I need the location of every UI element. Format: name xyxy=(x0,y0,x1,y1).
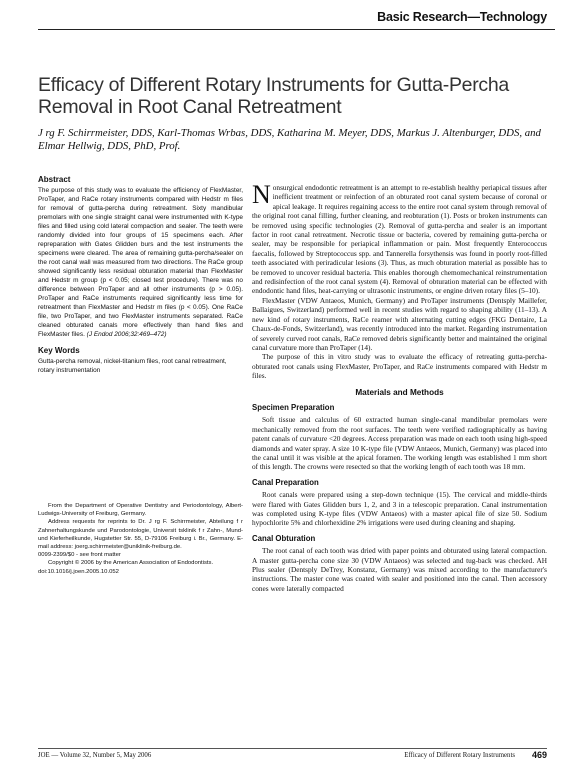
abstract-body xyxy=(38,186,243,339)
article-title: Efficacy of Different Rotary Instruments for Gutta-Percha Removal in Root Canal Retreatment xyxy=(38,74,509,118)
drop-cap: N xyxy=(252,180,271,209)
keywords-text: Gutta-percha removal, nickel-titanium files, root canal retreatment, rotary instrumentation xyxy=(38,358,227,374)
abstract-column xyxy=(38,175,243,375)
author-footnote xyxy=(38,502,243,576)
intro-paragraph-2: FlexMaster (VDW Antaeos, Munich, Germany) and ProTaper instruments (Dentsply Maillefer, Ballaigues, Switzerland) performed well in recent studies with regard to shaping ability (11–13). A new kind of rotary instruments, RaCe reamer with alternating cutting edges (FKG Dentaire, La Chaux-de-Fonds, Switzerland), was recently introduced into the market. Regarding instrumentation of severely curved root canals, RaCe removed debris significantly better and maintained the original canal curvature more than ProTaper (14). xyxy=(252,295,547,352)
affiliation-note: From the Department of Operative Dentistry and Periodontology, Albert-Ludwigs-University of Freiburg, Germany. xyxy=(38,503,243,518)
header-rule xyxy=(38,29,555,30)
footer-rule xyxy=(38,748,547,749)
specimen-prep-paragraph: Soft tissue and calculus of 60 extracted human single-canal mandibular premolars were mechanically removed from the root surfaces. The teeth were verified radiographically as having patent canals of curvature <20 degrees. Access preparation was made on each tooth using high-speed diamonds and water spray. A size 10 K-type file (VDW Antaeos, Munich, Germany) was placed into the canal until it was visible at the apical foramen. The working length was established 1 mm short of this length. The crowns were resected so that the working length of each tooth was 18 mm. xyxy=(252,415,547,472)
abstract-text: The purpose of this study was to evaluate the efficiency of FlexMaster, ProTaper, and RaCe rotary instruments compared with Hedstr m files for removal of gutta-percha during retreatment. Sixty mandibular premolars with one single straight canal were instrumented with K-type files and filled using cold lateral compaction and sealer. The teeth were randomly divided into four groups of 15 specimens each. After repreparation with Gates Glidden burs and the test instruments the specimens were cleared. The area of remaining gutta-percha/sealer on the root canal wall was measured from two directions. The RaCe group showed significantly less residual obturation material than FlexMaster and Hedstr m group (p < 0.05; closed test procedure). There was no difference between ProTaper and all other instruments (p > 0.05). ProTaper and RaCe instruments required significantly less time for retreatment than FlexMaster and Hedstr m files (p < 0.05). One RaCe file, two ProTaper, and two FlexMaster instruments separated. RaCe cleaned obturated canals more effectively than hand files and FlexMaster files. xyxy=(38,187,243,338)
body-column xyxy=(252,180,547,593)
journal-info: JOE — Volume 32, Number 5, May 2006 xyxy=(38,752,152,759)
copyright-line: Copyright © 2006 by the American Association of Endodontists. xyxy=(48,560,214,567)
keywords-heading: Key Words xyxy=(38,346,80,355)
canal-prep-paragraph: Root canals were prepared using a step-down technique (15). The cervical and middle-thirds were flared with Gates Glidden burs 1, 2, and 3 in a telescopic preparation. Canal instrumentation was completed using K-type files (VDW Antaeos) with a master apical file of size 50. Sodium hypochlorite 5% and chlorhexidine 2% irrigations were used during cleaning and shaping. xyxy=(252,490,547,528)
front-matter-id: 0099-2399/$0 - see front matter xyxy=(38,552,121,559)
section-label: Basic Research—Technology xyxy=(377,10,547,24)
reprint-address: Address requests for reprints to Dr. J rg F. Schirrmeister, Abteilung f r Zahnerhaltungskunde und Parodontologie, Universit tsklinik f r Zahn-, Mund- und Kieferheilkunde, Hugstetter Str. 55, D-79106 Freiburg i. Br., Germany. E-mail address: joerg.schirrmeister@uniklinik-freiburg.de. xyxy=(38,519,243,551)
canal-prep-heading: Canal Preparation xyxy=(252,477,319,487)
doi-line: doi:10.1016/j.joen.2005.10.052 xyxy=(38,568,119,575)
author-list: J rg F. Schirrmeister, DDS, Karl-Thomas Wrbas, DDS, Katharina M. Meyer, DDS, Markus J. Altenburger, DDS, and Elmar Hellwig, DDS, PhD, Prof. xyxy=(38,127,541,153)
abstract-citation: (J Endod 2006;32:469–472) xyxy=(86,331,167,338)
specimen-prep-heading: Specimen Preparation xyxy=(252,402,335,412)
abstract-heading: Abstract xyxy=(38,175,71,184)
intro-paragraph-3: The purpose of this in vitro study was to evaluate the efficacy of retreating gutta-percha-obturated root canals using FlexMaster, ProTaper, and RaCe instruments compared with Hedstr m files. xyxy=(252,352,547,381)
intro-paragraph-1-text: onsurgical endodontic retreatment is an attempt to re-establish healthy periapical tissues after inefficient treatment or reinfection of an obturated root canal system because of coronal or apical leakage. It requires regaining access to the entire root canal system through removal of the original root canal filling, further cleaning, and reobturation (1). Posts or broken instruments can be removed using specific technologies (2). Removal of gutta-percha and sealer is an important factor in root canal retreatment. Necrotic tissue or bacteria, covered by remaining gutta-percha or sealer, may be responsible for periapical inflammation or pain. Most frequently Enterococcus faecalis, followed by Streptococcus spp. and Tannerella forsythensis was found in poorly root-filled teeth associated with periradicular lesions (3). Thus, as much obturation material as possible has to be removed to uncover residual bacteria. This enables thorough chemomechanical reinstrumentation and redisinfection of the root canal system (4). Removal of obturation material can be effected with endodontic hand files, heat-carrying or ultrasonic instruments, or engine driven rotary files (5–10). xyxy=(252,183,547,296)
materials-methods-heading: Materials and Methods xyxy=(355,387,444,397)
canal-obturation-paragraph: The root canal of each tooth was dried with paper points and obturated using lateral compaction. A master gutta-percha cone size 30 (VDW Antaeos) was selected and tug-back was checked. AH Plus sealer (Dentsply DeTrey, Konstanz, Germany) was mixed according to the manufacturer's instructions. The master cone was coated with sealer and positioned into the canal. Then accessory cones were laterally compacted xyxy=(252,546,547,593)
intro-paragraph-1 xyxy=(252,180,547,296)
page-footer xyxy=(38,752,547,766)
running-title: Efficacy of Different Rotary Instruments xyxy=(404,752,515,759)
canal-obturation-heading: Canal Obturation xyxy=(252,533,316,543)
page-number: 469 xyxy=(531,750,547,760)
